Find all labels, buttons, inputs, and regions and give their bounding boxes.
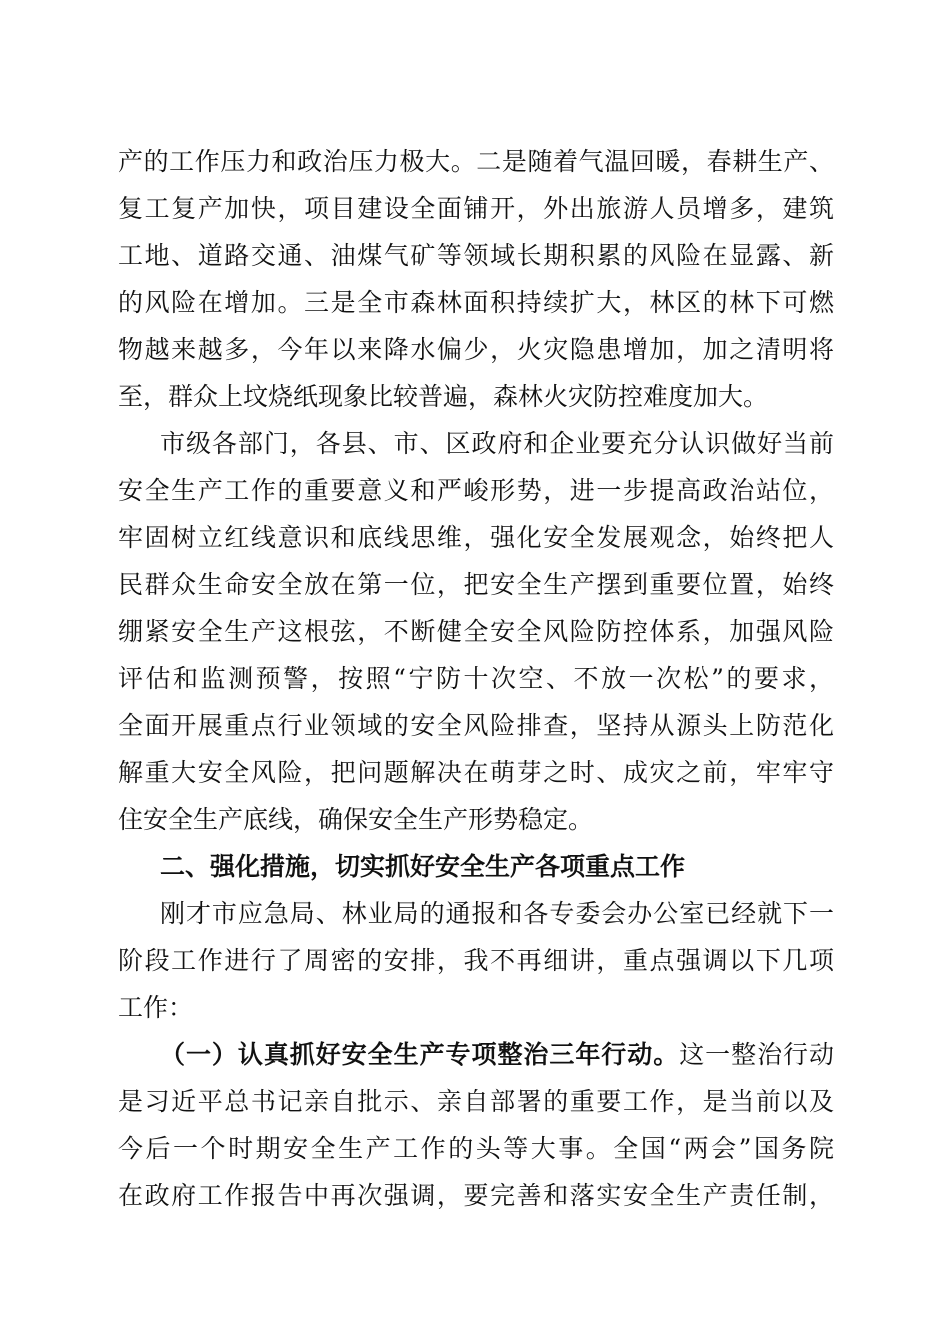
paragraph-line: 物越来越多，今年以来降水偏少，火灾隐患增加，加之清明将	[118, 335, 834, 364]
paragraph-line: 安全生产工作的重要意义和严峻形势，进一步提高政治站位，	[118, 476, 834, 505]
paragraph-line: 至，群众上坟烧纸现象比较普遍，森林火灾防控难度加大。	[118, 382, 769, 411]
paragraph-line: 在政府工作报告中再次强调，要完善和落实安全生产责任制，	[118, 1181, 834, 1210]
subheading: （一）认真抓好安全生产专项整治三年行动。	[160, 1040, 680, 1069]
paragraph-line: 市级各部门，各县、市、区政府和企业要充分认识做好当前	[160, 429, 834, 458]
paragraph-line: 复工复产加快，项目建设全面铺开，外出旅游人员增多，建筑	[118, 194, 834, 223]
subheading-continuation: 这一整治行动	[679, 1040, 834, 1069]
paragraph-line: 民群众生命安全放在第一位，把安全生产摆到重要位置，始终	[118, 570, 834, 599]
paragraph-line: 解重大安全风险，把问题解决在萌芽之时、成灾之前，牢牢守	[118, 758, 834, 787]
paragraph-line: 牢固树立红线意识和底线思维，强化安全发展观念，始终把人	[118, 523, 834, 552]
paragraph-line: 刚才市应急局、林业局的通报和各专委会办公室已经就下一	[160, 899, 834, 928]
section-heading: 二、强化措施，切实抓好安全生产各项重点工作	[160, 852, 686, 881]
paragraph-line: 产的工作压力和政治压力极大。二是随着气温回暖，春耕生产、	[118, 147, 834, 176]
paragraph-line: 阶段工作进行了周密的安排，我不再细讲，重点强调以下几项	[118, 946, 834, 975]
paragraph-line	[160, 1035, 834, 1075]
paragraph-line: 评估和监测预警，按照“宁防十次空、不放一次松”的要求，	[118, 664, 834, 693]
paragraph-line: 绷紧安全生产这根弦，不断健全安全风险防控体系，加强风险	[118, 617, 834, 646]
paragraph-line: 工地、道路交通、油煤气矿等领域长期积累的风险在显露、新	[118, 241, 834, 270]
paragraph-line: 住安全生产底线，确保安全生产形势稳定。	[118, 805, 594, 834]
paragraph-line: 是习近平总书记亲自批示、亲自部署的重要工作，是当前以及	[118, 1087, 834, 1116]
paragraph-line: 今后一个时期安全生产工作的头等大事。全国“两会”国务院	[118, 1134, 834, 1163]
paragraph-line: 工作：	[118, 993, 194, 1022]
paragraph-line: 的风险在增加。三是全市森林面积持续扩大，林区的林下可燃	[118, 288, 834, 317]
paragraph-line: 全面开展重点行业领域的安全风险排查，坚持从源头上防范化	[118, 711, 834, 740]
